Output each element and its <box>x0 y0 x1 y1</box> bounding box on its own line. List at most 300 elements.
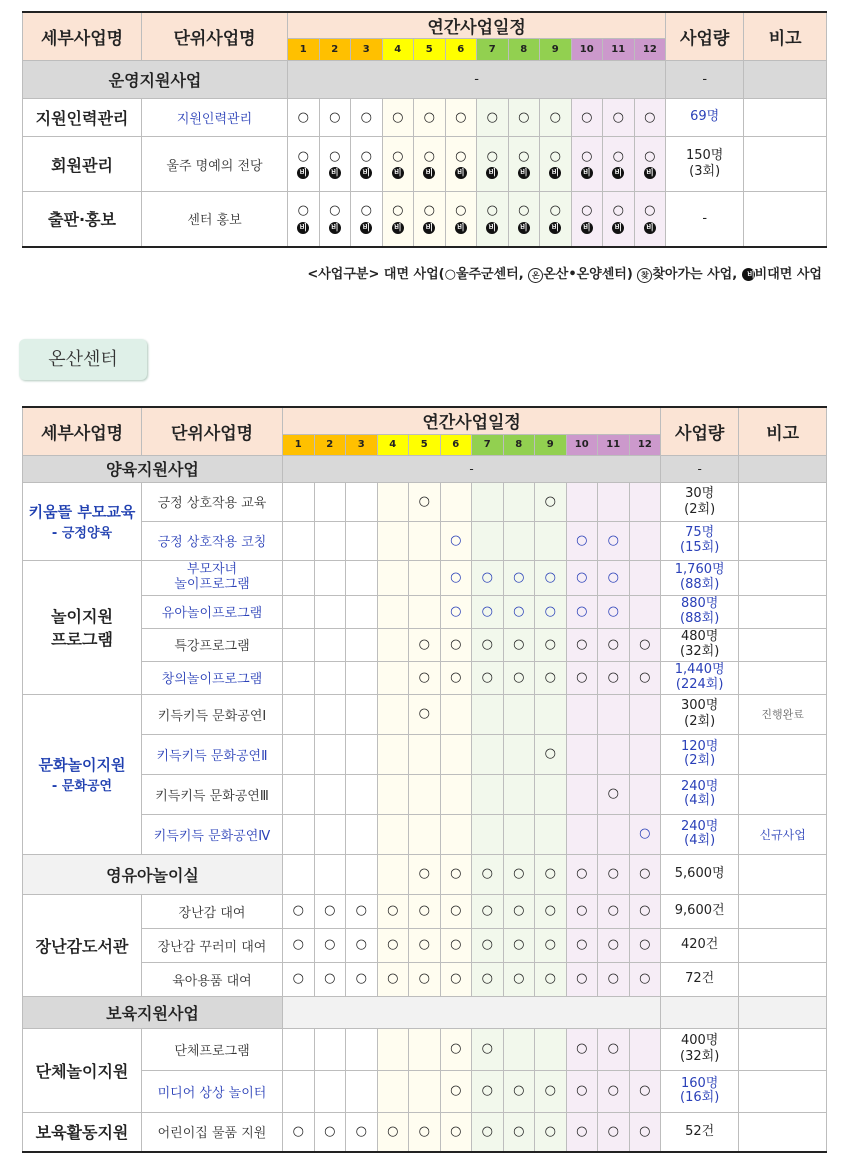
month-cell-12 <box>629 734 661 774</box>
circle-icon: ○ <box>481 1041 493 1057</box>
on-mark-icon: 온 <box>528 268 543 283</box>
qty-count: 75명 <box>685 525 715 541</box>
circle-icon: ○ <box>544 866 556 882</box>
table-row <box>23 774 827 814</box>
month-cell-1 <box>283 482 315 521</box>
month-cell-4 <box>377 521 409 560</box>
month-cell-5 <box>409 521 441 560</box>
qty-value <box>661 734 739 774</box>
month-cell-10 <box>566 595 598 628</box>
circle-icon: ○ <box>544 746 556 762</box>
month-cell-2 <box>314 962 346 996</box>
circle-icon: ○ <box>639 636 651 652</box>
note-cell <box>739 661 827 694</box>
month-cell-7 <box>472 894 504 928</box>
circle-icon: ○ <box>639 1123 651 1139</box>
circle-icon: ○ <box>576 569 588 585</box>
month-cell-2 <box>314 734 346 774</box>
circle-icon: ○ <box>639 971 651 987</box>
month-cell-3 <box>351 99 383 137</box>
circle-icon: ○ <box>576 971 588 987</box>
month-cell-7 <box>472 521 504 560</box>
note-cell <box>744 99 827 137</box>
category-title: 운영지원사업 <box>23 61 288 99</box>
circle-icon: ○ <box>612 148 624 164</box>
unit-line: 놀이프로그램 <box>174 576 250 592</box>
month-cell-4 <box>377 814 409 854</box>
circle-icon: ○ <box>418 1123 430 1139</box>
circle-icon: ○ <box>355 1123 367 1139</box>
month-cell-5 <box>409 595 441 628</box>
circle-icon: ○ <box>450 532 462 548</box>
month-cell-11 <box>598 661 630 694</box>
bi-mark-icon: 비 <box>644 167 656 179</box>
unit-name: 키득키득 문화공연Ⅳ <box>142 814 283 854</box>
circle-icon: ○ <box>581 203 593 219</box>
header-qty: 사업량 <box>661 407 739 455</box>
month-cell-8 <box>503 774 535 814</box>
qty-sessions: (2회) <box>684 714 716 729</box>
month-cell-6 <box>440 628 472 661</box>
circle-icon: ○ <box>518 203 530 219</box>
circle-icon: ○ <box>455 148 467 164</box>
qty-sessions: (2회) <box>684 753 716 768</box>
category-qty: - <box>666 61 744 99</box>
circle-icon: ○ <box>576 1083 588 1099</box>
bi-mark-icon: 비 <box>581 167 593 179</box>
month-cell-6 <box>440 661 472 694</box>
bi-mark-icon: 비 <box>392 167 404 179</box>
month-4: 4 <box>382 39 414 61</box>
month-cell-6 <box>440 854 472 894</box>
note-cell <box>739 628 827 661</box>
unit-name: 단체프로그램 <box>142 1028 283 1070</box>
month-cell-5 <box>409 1028 441 1070</box>
bi-mark-icon: 비 <box>549 167 561 179</box>
group-line: 놀이지원 <box>51 607 113 626</box>
qty-sessions: (224회) <box>675 676 724 692</box>
month-9: 9 <box>535 434 567 455</box>
qty-sessions: (32회) <box>680 643 720 659</box>
month-cell-11 <box>598 1112 630 1152</box>
circle-icon: ○ <box>455 203 467 219</box>
month-cell-1 <box>283 1028 315 1070</box>
unit-name: 센터 홍보 <box>142 192 288 247</box>
table-row <box>23 595 827 628</box>
month-cell-2 <box>314 814 346 854</box>
note-cell <box>739 1070 827 1112</box>
month-cell-7 <box>472 962 504 996</box>
circle-icon: ○ <box>644 148 656 164</box>
month-cell-12 <box>629 521 661 560</box>
table-row <box>23 1112 827 1152</box>
month-cell-1 <box>283 962 315 996</box>
circle-icon: ○ <box>544 1123 556 1139</box>
month-1: 1 <box>288 39 320 61</box>
month-cell-1 <box>288 192 320 247</box>
month-cell-9 <box>540 192 572 247</box>
month-cell-2 <box>314 894 346 928</box>
month-cell-8 <box>503 962 535 996</box>
circle-icon: ○ <box>544 636 556 652</box>
month-cell-9 <box>535 962 567 996</box>
month-cell-2 <box>314 661 346 694</box>
month-cell-4 <box>377 774 409 814</box>
month-cell-12 <box>629 962 661 996</box>
circle-icon: ○ <box>639 903 651 919</box>
month-cell-9 <box>535 928 567 962</box>
month-cell-11 <box>598 894 630 928</box>
month-cell-10 <box>566 482 598 521</box>
month-cell-6 <box>440 521 472 560</box>
month-cell-10 <box>566 1070 598 1112</box>
month-cell-10 <box>566 694 598 734</box>
circle-icon: ○ <box>486 203 498 219</box>
circle-icon: ○ <box>576 903 588 919</box>
circle-icon: ○ <box>576 937 588 953</box>
unit-name: 긍정 상호작용 코칭 <box>142 521 283 560</box>
month-cell-8 <box>508 137 540 192</box>
month-cell-9 <box>535 1070 567 1112</box>
header-unit: 단위사업명 <box>142 12 288 61</box>
month-2: 2 <box>314 434 346 455</box>
group-group-play: 단체놀이지원 <box>23 1028 142 1112</box>
month-cell-4 <box>377 1028 409 1070</box>
note-cell <box>739 1028 827 1070</box>
category-qty <box>661 996 739 1028</box>
month-cell-3 <box>346 814 378 854</box>
circle-icon: ○ <box>418 636 430 652</box>
month-cell-5 <box>409 1112 441 1152</box>
month-cell-9 <box>535 560 567 595</box>
circle-icon: ○ <box>450 866 462 882</box>
circle-icon: ○ <box>418 971 430 987</box>
month-cell-11 <box>598 734 630 774</box>
month-cell-1 <box>283 560 315 595</box>
month-cell-6 <box>445 192 477 247</box>
circle-icon: ○ <box>607 603 619 619</box>
month-cell-3 <box>346 521 378 560</box>
month-9: 9 <box>540 39 572 61</box>
category-title: 양육지원사업 <box>23 455 283 482</box>
month-cell-1 <box>283 894 315 928</box>
month-cell-12 <box>634 137 666 192</box>
table-row <box>23 814 827 854</box>
group-culture-performance <box>23 694 142 854</box>
circle-icon: ○ <box>644 109 656 125</box>
header-qty: 사업량 <box>666 12 744 61</box>
circle-icon: ○ <box>418 937 430 953</box>
month-cell-3 <box>346 894 378 928</box>
circle-icon: ○ <box>607 971 619 987</box>
circle-icon: ○ <box>297 109 309 125</box>
bi-mark-icon: 비 <box>455 222 467 234</box>
circle-icon: ○ <box>513 1123 525 1139</box>
month-cell-6 <box>440 1112 472 1152</box>
month-cell-12 <box>629 928 661 962</box>
month-cell-9 <box>535 482 567 521</box>
qty-value: 52건 <box>661 1112 739 1152</box>
month-cell-10 <box>566 734 598 774</box>
circle-icon: ○ <box>518 109 530 125</box>
circle-icon: ○ <box>355 937 367 953</box>
circle-icon: ○ <box>576 603 588 619</box>
month-6: 6 <box>445 39 477 61</box>
qty-value <box>661 661 739 694</box>
month-cell-5 <box>414 192 446 247</box>
circle-icon: ○ <box>444 267 456 282</box>
month-cell-9 <box>535 1112 567 1152</box>
unit-name: 장난감 대여 <box>142 894 283 928</box>
qty-value <box>661 628 739 661</box>
month-cell-3 <box>346 1028 378 1070</box>
category-schedule: - <box>283 455 661 482</box>
month-cell-8 <box>503 894 535 928</box>
month-cell-6 <box>440 1070 472 1112</box>
month-cell-3 <box>351 137 383 192</box>
month-cell-6 <box>440 734 472 774</box>
month-cell-8 <box>503 560 535 595</box>
month-cell-1 <box>283 734 315 774</box>
legend-part2: 온산•온양센터) <box>543 267 638 282</box>
circle-icon: ○ <box>544 603 556 619</box>
qty-value: 5,600명 <box>661 854 739 894</box>
qty-value <box>661 1028 739 1070</box>
header-note: 비고 <box>744 12 827 61</box>
unit-line: 부모자녀 <box>186 562 238 578</box>
month-cell-7 <box>472 734 504 774</box>
month-cell-12 <box>629 628 661 661</box>
month-cell-3 <box>346 628 378 661</box>
month-cell-12 <box>629 854 661 894</box>
circle-icon: ○ <box>576 636 588 652</box>
month-cell-6 <box>440 962 472 996</box>
month-cell-10 <box>566 628 598 661</box>
circle-icon: ○ <box>387 903 399 919</box>
month-5: 5 <box>409 434 441 455</box>
month-cell-3 <box>346 595 378 628</box>
month-cell-3 <box>346 661 378 694</box>
circle-icon: ○ <box>324 971 336 987</box>
month-cell-5 <box>414 137 446 192</box>
month-cell-8 <box>508 192 540 247</box>
month-cell-12 <box>634 99 666 137</box>
qty-value <box>661 482 739 521</box>
circle-icon: ○ <box>418 669 430 685</box>
legend-part4: 비대면 사업 <box>754 267 822 282</box>
qty-count: 1,440명 <box>674 662 725 678</box>
qty-count: 120명 <box>680 738 719 754</box>
circle-icon: ○ <box>639 866 651 882</box>
month-cell-1 <box>283 774 315 814</box>
circle-icon: ○ <box>392 148 404 164</box>
month-10: 10 <box>566 434 598 455</box>
month-cell-3 <box>351 192 383 247</box>
month-cell-8 <box>503 928 535 962</box>
month-cell-10 <box>566 962 598 996</box>
table-row <box>23 482 827 521</box>
month-cell-11 <box>598 1070 630 1112</box>
circle-icon: ○ <box>324 903 336 919</box>
month-12: 12 <box>634 39 666 61</box>
month-cell-7 <box>472 774 504 814</box>
month-cell-11 <box>598 595 630 628</box>
month-cell-5 <box>409 814 441 854</box>
month-cell-2 <box>314 1028 346 1070</box>
month-cell-12 <box>629 482 661 521</box>
circle-icon: ○ <box>639 1083 651 1099</box>
circle-icon: ○ <box>360 203 372 219</box>
month-cell-9 <box>535 628 567 661</box>
circle-icon: ○ <box>607 786 619 802</box>
circle-icon: ○ <box>518 148 530 164</box>
unit-name <box>142 560 283 595</box>
unit-name: 미디어 상상 놀이터 <box>142 1070 283 1112</box>
month-cell-7 <box>477 99 509 137</box>
month-cell-6 <box>440 694 472 734</box>
month-cell-3 <box>346 694 378 734</box>
circle-icon: ○ <box>418 706 430 722</box>
circle-icon: ○ <box>297 203 309 219</box>
month-cell-9 <box>540 137 572 192</box>
month-cell-2 <box>314 482 346 521</box>
month-cell-10 <box>566 661 598 694</box>
qty-sessions: (15회) <box>680 539 720 555</box>
month-cell-2 <box>319 192 351 247</box>
month-cell-1 <box>283 1112 315 1152</box>
month-cell-7 <box>472 928 504 962</box>
month-cell-6 <box>440 595 472 628</box>
circle-icon: ○ <box>607 937 619 953</box>
month-cell-4 <box>377 661 409 694</box>
circle-icon: ○ <box>576 669 588 685</box>
table-row <box>23 694 827 734</box>
bi-mark-icon: 비 <box>612 222 624 234</box>
month-cell-11 <box>598 482 630 521</box>
month-cell-3 <box>346 560 378 595</box>
circle-icon: ○ <box>450 569 462 585</box>
circle-icon: ○ <box>607 1123 619 1139</box>
table-row <box>23 99 827 137</box>
schedule-table-main <box>22 11 827 248</box>
qty-sessions: (3회) <box>689 164 721 179</box>
circle-icon: ○ <box>644 203 656 219</box>
legend <box>22 263 822 283</box>
month-cell-8 <box>503 734 535 774</box>
month-cell-6 <box>440 1028 472 1070</box>
month-cell-5 <box>409 694 441 734</box>
month-cell-9 <box>540 99 572 137</box>
legend-part3: 찾아가는 사업, <box>652 267 742 282</box>
month-cell-2 <box>314 694 346 734</box>
note-cell <box>739 521 827 560</box>
month-cell-12 <box>629 661 661 694</box>
month-cell-3 <box>346 734 378 774</box>
circle-icon: ○ <box>639 937 651 953</box>
circle-icon: ○ <box>292 1123 304 1139</box>
month-cell-12 <box>629 560 661 595</box>
qty-value: 420건 <box>661 928 739 962</box>
month-cell-11 <box>598 628 630 661</box>
circle-icon: ○ <box>481 569 493 585</box>
circle-icon: ○ <box>513 669 525 685</box>
month-cell-2 <box>314 1112 346 1152</box>
month-cell-6 <box>440 894 472 928</box>
month-cell-2 <box>314 628 346 661</box>
month-cell-4 <box>377 854 409 894</box>
circle-icon: ○ <box>481 866 493 882</box>
month-cell-3 <box>346 928 378 962</box>
circle-icon: ○ <box>576 1123 588 1139</box>
table-row <box>23 928 827 962</box>
detail-name: 지원인력관리 <box>23 99 142 137</box>
month-cell-4 <box>377 694 409 734</box>
month-cell-9 <box>535 774 567 814</box>
table-row <box>23 734 827 774</box>
month-cell-3 <box>346 854 378 894</box>
circle-icon: ○ <box>387 971 399 987</box>
note-cell <box>739 560 827 595</box>
qty-sessions: (16회) <box>680 1090 720 1105</box>
qty-sessions: (4회) <box>684 793 716 808</box>
header-schedule: 연간사업일정 <box>288 12 666 39</box>
circle-icon: ○ <box>544 669 556 685</box>
unit-name: 키득키득 문화공연Ⅰ <box>142 694 283 734</box>
circle-icon: ○ <box>297 148 309 164</box>
table-row <box>23 962 827 996</box>
circle-icon: ○ <box>513 603 525 619</box>
bi-mark-icon: 비 <box>518 222 530 234</box>
month-cell-2 <box>314 560 346 595</box>
circle-icon: ○ <box>329 109 341 125</box>
month-1: 1 <box>283 434 315 455</box>
month-cell-6 <box>440 814 472 854</box>
circle-icon: ○ <box>513 866 525 882</box>
month-cell-5 <box>409 661 441 694</box>
month-cell-1 <box>288 99 320 137</box>
month-cell-4 <box>382 99 414 137</box>
month-cell-1 <box>283 661 315 694</box>
month-7: 7 <box>477 39 509 61</box>
unit-name: 울주 명예의 전당 <box>142 137 288 192</box>
month-cell-5 <box>409 854 441 894</box>
month-cell-7 <box>472 694 504 734</box>
qty-count: 240명 <box>680 778 719 794</box>
note-cell: 신규사업 <box>739 814 827 854</box>
circle-icon: ○ <box>360 109 372 125</box>
qty-count: 300명 <box>680 698 719 714</box>
circle-icon: ○ <box>450 903 462 919</box>
month-cell-10 <box>566 774 598 814</box>
month-cell-10 <box>566 894 598 928</box>
circle-icon: ○ <box>423 148 435 164</box>
bi-mark-icon: 비 <box>360 167 372 179</box>
qty-count: 400명 <box>680 1033 719 1049</box>
month-cell-11 <box>598 560 630 595</box>
circle-icon: ○ <box>423 203 435 219</box>
month-7: 7 <box>472 434 504 455</box>
circle-icon: ○ <box>607 636 619 652</box>
month-cell-5 <box>409 894 441 928</box>
month-cell-11 <box>598 774 630 814</box>
group-toy-library: 장난감도서관 <box>23 894 142 996</box>
month-cell-8 <box>503 694 535 734</box>
unit-name: 어린이집 물품 지원 <box>142 1112 283 1152</box>
bi-mark-icon: 비 <box>297 222 309 234</box>
circle-icon: ○ <box>513 636 525 652</box>
qty-sessions: (2회) <box>684 501 716 517</box>
circle-icon: ○ <box>513 569 525 585</box>
